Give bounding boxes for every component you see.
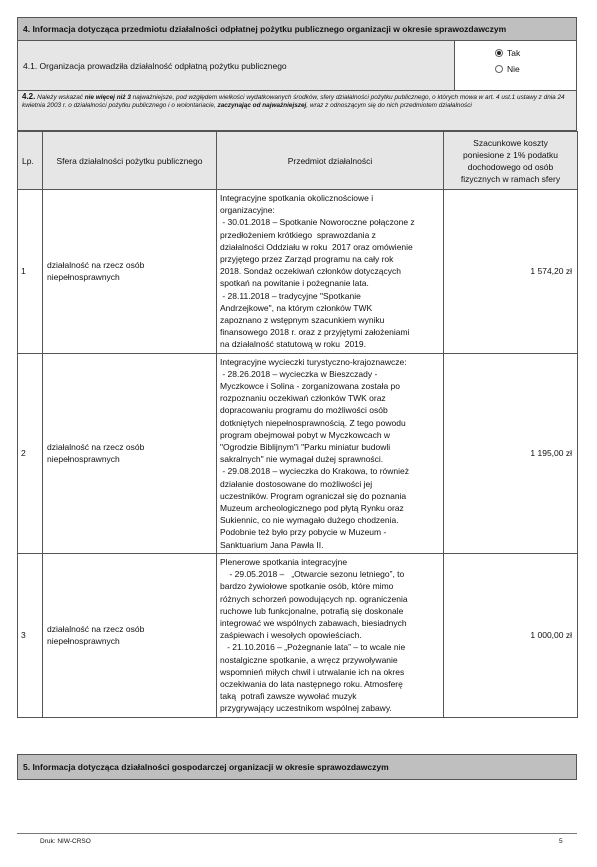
table-row	[18, 190, 578, 354]
header-koszty-line: dochodowego od osób	[467, 161, 554, 172]
przedmiot-line: - 30.01.2018 – Spotkanie Noworoczne połączone z	[220, 217, 415, 228]
przedmiot-line: Integracyjne spotkania okolicznościowe i	[220, 193, 374, 203]
przedmiot-line: organizacyjne:	[220, 205, 275, 216]
przedmiot-line: spotkań na powitanie i pożegnanie lata.	[220, 278, 369, 289]
note-part-b: nie więcej niż 3	[84, 94, 131, 101]
section-5-header	[17, 754, 577, 780]
radio-tak-icon[interactable]	[495, 49, 503, 57]
przedmiot-line: przygrywający uczestnikom wspólnej zabawy.	[220, 703, 392, 714]
row-przedmiot	[217, 190, 444, 354]
przedmiot-line: 2018. Sondaż oczekiwań członków dotyczących	[220, 266, 401, 277]
header-koszty	[444, 132, 578, 190]
sfera-line: działalność na rzecz osób	[47, 442, 145, 453]
note-part-e: , wraz z odnoszącym się do nich przedmiotem działalności	[306, 102, 472, 110]
sfera-line: działalność na rzecz osób	[47, 260, 145, 271]
przedmiot-line: na działalność statutową w roku 2019.	[220, 339, 367, 350]
przedmiot-line: wspomnień miłych chwil i utrwalanie ich na okres	[220, 666, 405, 677]
option-nie[interactable]	[495, 61, 576, 77]
przedmiot-line: bardzo żywiołowe spotkanie osób, które mimo	[220, 581, 394, 592]
header-sfera: Sfera działalności pożytku publicznego	[43, 132, 217, 190]
przedmiot-line: nostalgiczne spotkanie, a wręcz przywoływanie	[220, 654, 398, 665]
przedmiot-line: uczestników. Program ograniczał się do poznania	[220, 490, 407, 501]
przedmiot-line: Muzeum archeologicznego pod płytą Rynku oraz	[220, 503, 404, 514]
przedmiot-line: - 29.05.2018 – „Otwarcie sezonu letniego”, to	[220, 569, 405, 580]
przedmiot-line: działanie dostosowane do możliwości jej	[220, 478, 373, 489]
question-4-1-row	[17, 41, 577, 91]
przedmiot-line: Integracyjne wycieczki turystyczno-krajoznawcze:	[220, 356, 407, 367]
przedmiot-line: Andrzejkowe", na którym członków TWK	[220, 302, 373, 313]
option-tak[interactable]	[495, 45, 576, 61]
row-przedmiot	[217, 553, 444, 717]
przedmiot-line: Podobnie też było przy pobycie w Muzeum -	[220, 527, 387, 538]
przedmiot-line: - 28.11.2018 – tradycyjne "Spotkanie	[220, 290, 361, 301]
activities-table	[17, 131, 578, 718]
przedmiot-line: rozpoznaniu oczekiwań członków TWK oraz	[220, 393, 386, 404]
row-sfera	[43, 353, 217, 553]
sfera-line: niepełnosprawnych	[47, 636, 120, 647]
row-przedmiot	[217, 353, 444, 553]
footer-divider	[17, 833, 577, 834]
row-koszt: 1 000,00 zł	[444, 553, 578, 717]
row-koszt: 1 574,20 zł	[444, 190, 578, 354]
przedmiot-line: działalności Oddziału w roku 2017 oraz omówienie	[220, 241, 413, 252]
przedmiot-line: zapoznano z wstępnym szacunkiem wyniku	[220, 315, 385, 326]
przedmiot-line: dotkniętych niepełnosprawnością. Z tego powodu	[220, 417, 406, 428]
option-tak-label: Tak	[507, 48, 521, 58]
table-row	[18, 553, 578, 717]
note-part-d: zaczynając od najważniejszej	[217, 102, 307, 110]
note-part-a: Należy wskazać	[37, 94, 85, 101]
row-sfera	[43, 553, 217, 717]
przedmiot-line: finansowego 2018 r. oraz z przyjętymi założeniami	[220, 327, 410, 338]
przedmiot-line: Sanktuarium Jana Pawła II.	[220, 539, 324, 550]
przedmiot-line: - 29.08.2018 – wycieczka do Krakowa, to również	[220, 466, 409, 477]
header-koszty-line: Szacunkowe koszty	[473, 137, 548, 148]
section-4-title: 4. Informacja dotycząca przedmiotu działalności odpłatnej pożytku publicznego organizacji w okresie sprawozdawczym	[23, 24, 507, 34]
section-4-header	[17, 17, 577, 41]
przedmiot-line: Myczkowce i Solina - zorganizowana została po	[220, 381, 401, 392]
przedmiot-line: ruchowe lub funkcjonalne, potrafią się doskonale	[220, 605, 404, 616]
przedmiot-line: przedłożeniem krótkiego sprawozdania z	[220, 229, 376, 240]
przedmiot-line: taką potrafi zawsze wywołać muzyk	[220, 691, 357, 702]
przedmiot-line: zaśpiewach i wesołych opowieściach.	[220, 630, 362, 641]
przedmiot-line: różnych schorzeń powodujących np. ograniczenia	[220, 593, 408, 604]
przedmiot-line: sakralnych" nie wymagał dużej sprawności.	[220, 454, 384, 465]
przedmiot-line: - 21.10.2016 – „Pożegnanie lata” – to wcale nie	[220, 642, 406, 653]
sfera-line: niepełnosprawnych	[47, 454, 120, 465]
question-4-1-label: 4.1. Organizacja prowadziła działalność odpłatną pożytku publicznego	[18, 41, 455, 90]
question-4-2-number: 4.2.	[22, 92, 36, 101]
row-koszt: 1 195,00 zł	[444, 353, 578, 553]
table-header-row	[18, 132, 578, 190]
przedmiot-line: integrować we wspólnych zabawach, biesiadnych	[220, 617, 407, 628]
table-row	[18, 353, 578, 553]
przedmiot-line: dopracowaniu programu do możliwości osób	[220, 405, 388, 416]
row-lp: 3	[18, 553, 43, 717]
sfera-line: działalność na rzecz osób	[47, 624, 145, 635]
row-lp: 2	[18, 353, 43, 553]
przedmiot-line: - 28.26.2018 – wycieczka w Bieszczady -	[220, 368, 378, 379]
row-sfera	[43, 190, 217, 354]
header-lp: Lp.	[18, 132, 43, 190]
option-nie-label: Nie	[507, 64, 520, 74]
footer-print-label: Druk: NIW-CRSO	[40, 838, 91, 845]
row-lp: 1	[18, 190, 43, 354]
przedmiot-line: Sukiennic, co nie wymagało dużego chodzenia.	[220, 515, 399, 526]
przedmiot-line: przyjętego przez Zarząd programu na cały rok	[220, 254, 394, 265]
header-koszty-line: fizycznych w ramach sfery	[460, 173, 561, 184]
przedmiot-line: oczekiwania do lata następnego roku. Atmosferę	[220, 678, 403, 689]
section-5-title: 5. Informacja dotycząca działalności gospodarczej organizacji w okresie sprawozdawczym	[23, 762, 389, 772]
przedmiot-line: "Ogrodzie Biblijnym"i "Parku miniatur budowli	[220, 442, 391, 453]
note-part-c: najważniejsze, pod względem wielkości wydatkowanych środków, sfery działalności pożytku publicznego, o których mowa w art. 4 ust.1 ustawy z dnia 24 kwietnia 2003 r. o działalności pożytku publicznego i o wolontariacie,	[22, 94, 565, 110]
przedmiot-line: Plenerowe spotkania integracyjne	[220, 556, 348, 567]
sfera-line: niepełnosprawnych	[47, 272, 120, 283]
przedmiot-line: program obejmował pobyt w Myczkowcach w	[220, 429, 391, 440]
question-4-1-options	[455, 41, 576, 90]
question-4-2-note	[17, 91, 577, 131]
radio-nie-icon[interactable]	[495, 65, 503, 73]
header-przedmiot: Przedmiot działalności	[217, 132, 444, 190]
footer-page-number: 5	[559, 838, 563, 845]
header-koszty-line: poniesione z 1% podatku	[463, 149, 558, 160]
